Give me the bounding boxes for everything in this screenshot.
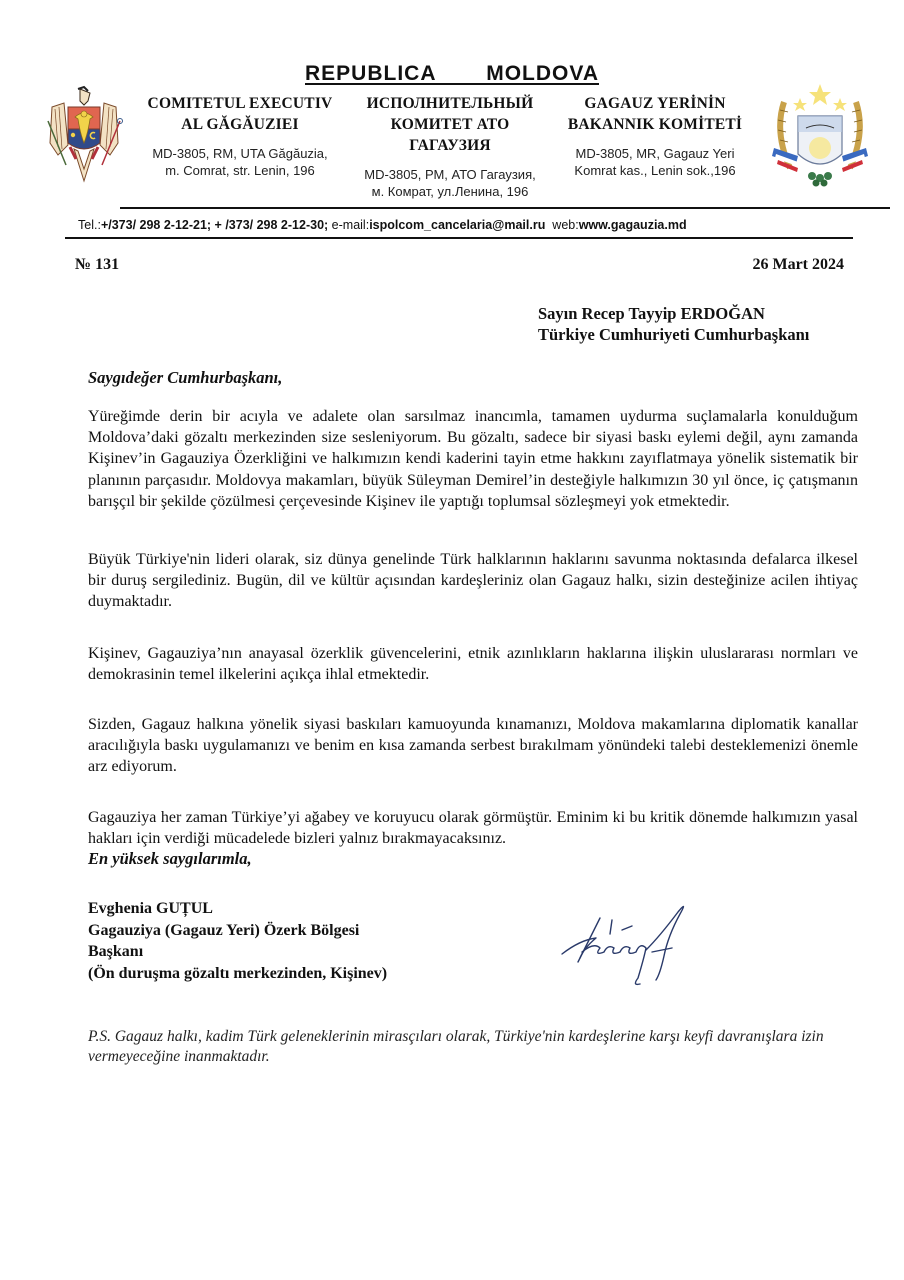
address-line1: MD-3805, РМ, АТО Гагаузия, xyxy=(364,167,536,182)
org-name-line1: GAGAUZ YERİNİN xyxy=(584,95,726,112)
website-link[interactable]: www.gagauzia.md xyxy=(578,218,687,232)
tel-label: Tel.: xyxy=(78,218,101,232)
address-line1: MD-3805, RM, UTA Găgăuzia, xyxy=(152,146,328,161)
addressee-title: Türkiye Cumhuriyeti Cumhurbaşkanı xyxy=(538,325,810,344)
letterhead-gagauz xyxy=(555,93,755,179)
moldova-coat-of-arms-icon xyxy=(44,85,124,185)
address-line2: м. Комрат, ул.Ленина, 196 xyxy=(371,184,529,199)
address-line2: Komrat kas., Lenin sok.,196 xyxy=(574,163,736,178)
contact-line xyxy=(78,218,687,232)
letterhead-divider-bottom xyxy=(65,237,853,239)
letterhead-romanian xyxy=(140,93,340,179)
body-paragraph: Yüreğimde derin bir acıyla ve adalete olan sarsılmaz inancımla, tamamen uydurma suçlamalarla konulduğum Moldova’daki gözaltı merkezinden size sesleniyorum. Bu gözaltı, sadece bir siyasi baskı eylemi değil, aynı zamanda Kişinev’in Gagauziya Özerkliğini ve halkımızın kendi kaderini tayin etme hakkını zayıflatmaya yönelik sistematik bir planının parçasıdır. Moldovya makamları, büyük Süleyman Demirel’in desteğiyle halkımızın 30 yıl önce, iç çatışmanın barışçıl bir şekilde çözülmesi çerçevesinde Kişinev ile yaptığı toplumsal sözleşmeyi yok etmektedir. xyxy=(88,408,858,510)
addressee-block xyxy=(538,303,809,345)
postscript: P.S. Gagauz halkı, kadim Türk geleneklerinin mirasçıları olarak, Türkiye'nin kardeşlerine karşı keyfi davranışlara izin vermeyeceğine inanmaktadır. xyxy=(88,1028,824,1065)
signatory-title-line1: Gagauziya (Gagauz Yeri) Özerk Bölgesi xyxy=(88,921,360,939)
document-date: 26 Mart 2024 xyxy=(752,256,844,273)
email-link[interactable]: ispolcom_cancelaria@mail.ru xyxy=(369,218,546,232)
address-line1: MD-3805, MR, Gagauz Yeri xyxy=(575,146,735,161)
web-label: web: xyxy=(552,218,579,232)
body-paragraph: Sizden, Gagauz halkına yönelik siyasi baskıları kamuoyunda kınamanızı, Moldova makamlarına diplomatik kanallar aracılığıyla baskı uygulamanızı ve benim en kısa zamanda serbest bırakılmam yönündeki talebi desteklemenizi önemle arz ediyorum. xyxy=(88,716,858,776)
body-paragraph: Büyük Türkiye'nin lideri olarak, siz dünya genelinde Türk halklarının haklarını savunma noktasında defalarca ilkesel bir duruş sergilediniz. Bugün, dil ve kültür açısından kardeşleriniz olan Gagauz halkı, sizin desteğinize acilen ihtiyaç duymaktadır. xyxy=(88,551,858,611)
phone-numbers: +/373/ 298 2-12-21; + /373/ 298 2-12-30; xyxy=(100,218,329,232)
letterhead-divider-top xyxy=(120,207,890,209)
handwritten-signature-icon xyxy=(560,890,740,1000)
signatory-name: Evghenia GUȚUL xyxy=(88,900,213,917)
org-name-line2: BAKANNIK KOMİTETİ xyxy=(567,116,743,133)
signatory-location: (Ön duruşma gözaltı merkezinden, Kişinev) xyxy=(88,964,388,982)
signatory-block xyxy=(88,898,387,984)
gagauzia-coat-of-arms-icon xyxy=(770,82,870,192)
salutation: Saygıdeğer Cumhurbaşkanı, xyxy=(88,368,283,387)
org-name-line2: AL GĂGĂUZIEI xyxy=(181,116,299,133)
addressee-name: Sayın Recep Tayyip ERDOĞAN xyxy=(538,304,765,323)
org-name-line1: ИСПОЛНИТЕЛЬНЫЙ xyxy=(366,95,534,112)
org-name-line2: КОМИТЕТ АТО ГАГАУЗИЯ xyxy=(390,116,510,154)
country-heading: REPUBLICA MOLDOVA xyxy=(305,62,599,85)
closing-phrase: En yüksek saygılarımla, xyxy=(88,849,252,868)
letterhead-russian xyxy=(350,93,550,200)
address-line2: m. Comrat, str. Lenin, 196 xyxy=(165,163,315,178)
email-label: e-mail: xyxy=(331,218,370,232)
signatory-title-line2: Başkanı xyxy=(88,943,144,960)
org-name-line1: COMITETUL EXECUTIV xyxy=(147,95,333,112)
body-paragraph: Kişinev, Gagauziya’nın anayasal özerklik güvencelerini, etnik azınlıkların haklarına ilişkin uluslararası normları ve demokrasinin temel ilkelerini açıkça ihlal etmektedir. xyxy=(88,645,858,684)
document-number: № 131 xyxy=(75,256,120,273)
body-paragraph: Gagauziya her zaman Türkiye’yi ağabey ve koruyucu olarak görmüştür. Eminim ki bu kritik dönemde halkımızın yasal hakları için verdiği mücadelede bizleri yalnız bırakmayacaksınız. xyxy=(88,809,858,848)
